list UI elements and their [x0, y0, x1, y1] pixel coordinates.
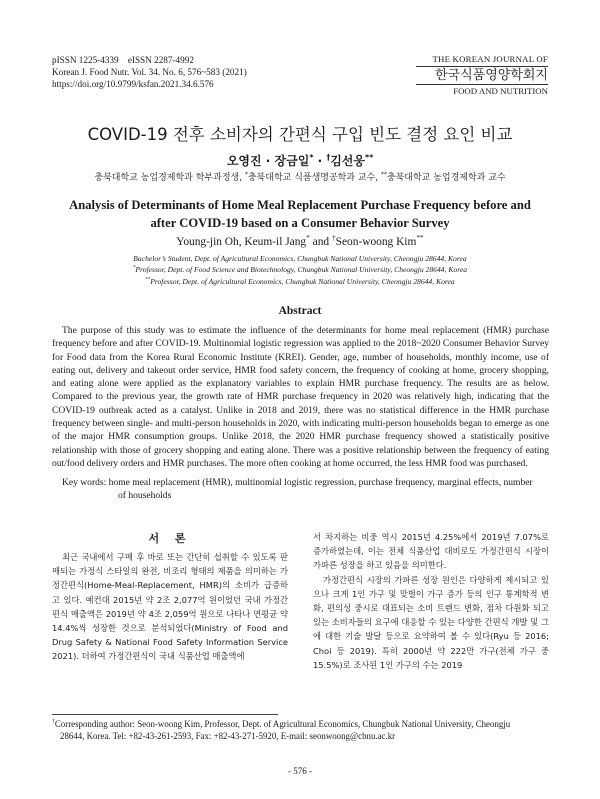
corresponding-mark: †: [52, 719, 55, 726]
intro-paragraph-1: 최근 국내에서 구매 후 바로 또는 간단히 섭취할 수 있도록 판매되는 가정식 스타일의 완전, 비조리 형태의 제품을 의미하는 가정간편식(Home-Meal-Replacement, HMR)의 소비가 급증하고 있다. 예컨대 2015년 약 2조 2,077억 원이었던 국내 가정간편식 매출액은 2019년 약 4조 2,059억 원으로 나타나 연평균 약 14.4%씩 성장한 것으로 분석되었다(Ministry of Food and Drug Safety & National Food Safety Information Service 2021). 더하여 가정간편식이 국내 식품산업 매출액에: [52, 552, 288, 662]
keywords-line-2: of households: [118, 490, 172, 502]
author-name-ko: 김선웅: [330, 154, 365, 168]
authors-english: [0, 233, 600, 248]
affiliation-mark: *: [244, 172, 248, 178]
footnote-line-1: Corresponding author: Seon-woong Kim, Professor, Dept. of Agricultural Economics, Chungbuk National University, Cheongju: [54, 719, 511, 729]
journal-name-ko: 한국식품영양학회지: [434, 68, 548, 83]
and-text: and: [309, 236, 332, 248]
affiliation-ko-3: 충북대학교 농업경제학과 교수: [386, 173, 506, 183]
title-en-line-1: Analysis of Determinants of Home Meal Replacement Purchase Frequency before and: [69, 198, 531, 212]
corresponding-mark: †: [326, 153, 331, 162]
journal-name-en-bottom: FOOD AND NUTRITION: [416, 84, 548, 96]
intro-left-column: [52, 550, 288, 664]
corresponding-mark: †: [331, 233, 336, 243]
keywords-line-1: home meal replacement (HMR), multinomial logistic regression, purchase frequency, marginal effects, number: [108, 477, 533, 488]
journal-name-en-top: THE KOREAN JOURNAL OF: [416, 54, 548, 67]
author-name-en: Seon-woong Kim: [335, 236, 417, 248]
keywords-label: Key words:: [62, 477, 107, 488]
affiliation-en-3: Professor, Dept. of Agricultural Economics, Chungbuk National University, Cheongju 28644, Korea: [150, 276, 455, 286]
eissn: eISSN 2287-4992: [127, 55, 194, 65]
author-mark: **: [416, 233, 424, 243]
affiliation-mark: *: [132, 265, 136, 271]
doi-link[interactable]: https://doi.org/10.9799/ksfan.2021.34.6.576: [52, 79, 214, 90]
footnote-line-2: 28644, Korea. Tel: +82-43-261-2593, Fax: +82-43-271-5920, E-mail: seonwoong@cbnu.ac.kr: [60, 731, 396, 742]
affiliation-ko-1: 충북대학교 농업경제학과 학부과정생,: [94, 173, 245, 183]
title-korean: COVID-19 전후 소비자의 간편식 구입 빈도 결정 요인 비교: [87, 125, 513, 144]
author-mark: **: [365, 153, 374, 162]
intro-right-column: [313, 530, 549, 672]
author-names-en: Young-jin Oh, Keum-il Jang: [176, 236, 307, 248]
page-number: - 576 -: [288, 766, 312, 776]
authors-korean: [0, 152, 600, 169]
footnote-rule: [52, 714, 278, 715]
journal-masthead: [416, 54, 548, 96]
author-mark: *: [306, 233, 310, 243]
issn-block: [52, 54, 247, 91]
section-heading-intro: 서 론: [148, 532, 192, 545]
citation: Korean J. Food Nutr. Vol. 34. No. 6, 576~583 (2021): [52, 67, 247, 78]
affiliation-mark: **: [381, 172, 387, 178]
title-english: [60, 196, 540, 232]
affiliation-ko-2: 충북대학교 식품생명공학과 교수,: [247, 173, 382, 183]
affiliations-english: [0, 253, 600, 287]
affiliation-en-1: Bachelor’s Student, Dept. of Agricultural Economics, Chungbuk National University, Cheongju 28644, Korea: [133, 254, 467, 263]
author-mark: *: [309, 153, 314, 162]
affiliation-mark: **: [145, 277, 151, 283]
author-names-ko: 오영진 · 장금일: [226, 154, 310, 168]
affiliations-korean: [0, 170, 600, 183]
pissn: pISSN 1225-4339: [52, 55, 119, 65]
corresponding-author-footnote: [52, 718, 549, 742]
separator: ·: [313, 154, 327, 168]
intro-paragraph-1-cont: 서 차지하는 비중 역시 2015년 4.25%에서 2019년 7.07%로 증가하였는데, 이는 전체 식품산업 대비로도 가정간편식 시장이 가파른 성장을 하고 있음을 의미한다.: [313, 532, 549, 571]
title-en-line-2: after COVID-19 based on a Consumer Behavior Survey: [150, 216, 450, 230]
abstract-text: The purpose of this study was to estimate the influence of the determinants for home meal replacement (HMR) purchase frequency before and after COVID-19. Multinomial logistic regression was applied to the 2018~2020 Consumer Behavior Survey for Food data from the Korea Rural Economic Institute (KREI). Gender, age, number of households, monthly income, use of eating out, delivery and takeout order service, HMR food safety concern, the frequency of cooking at home, grocery shopping, and eating alone were applied as the explanatory variables to explain HMR purchase frequency. The results are as below. Compared to the previous year, the growth rate of HMR purchase frequency in 2020 was relatively high, indicating that the COVID-19 outbreak acted as a catalyst. Unlike in 2018 and 2019, there was no statistical difference in the HMR purchase frequency between single- and multi-person households in 2020, with indicating multi-person households began to emerge as one of the major HMR consumption groups. Unlike 2018, the 2020 HMR purchase frequency showed a statistically positive relationship with those of grocery shopping and eating alone. There was a positive relationship between the frequency of eating out/food delivery orders and HMR purchases. The more often cooking at home occurred, the less HMR food was purchased.: [52, 325, 549, 469]
abstract-heading: Abstract: [278, 305, 322, 317]
keywords: [62, 476, 549, 503]
intro-paragraph-2: 가정간편식 시장의 가파른 성장 원인은 다양하게 제시되고 있으나 크게 1인 가구 및 맞벌이 가구 증가 등의 인구 통계학적 변화, 편의성 중시로 대표되는 소비 트렌드 변화, 점차 다원화 되고 있는 소비자들의 요구에 대응할 수 있는 다양한 간편식 개발 및 그에 대한 기술 발달 등으로 요약하여 볼 수 있다(Ryu 등 2016; Choi 등 2019). 특히 2000년 약 222만 가구(전체 가구 중 15.5%)로 조사된 1인 가구의 수는 2019: [313, 574, 549, 670]
affiliation-en-2: Professor, Dept. of Food Science and Biotechnology, Chungbuk National University, Cheongju 28644, Korea: [135, 265, 468, 275]
